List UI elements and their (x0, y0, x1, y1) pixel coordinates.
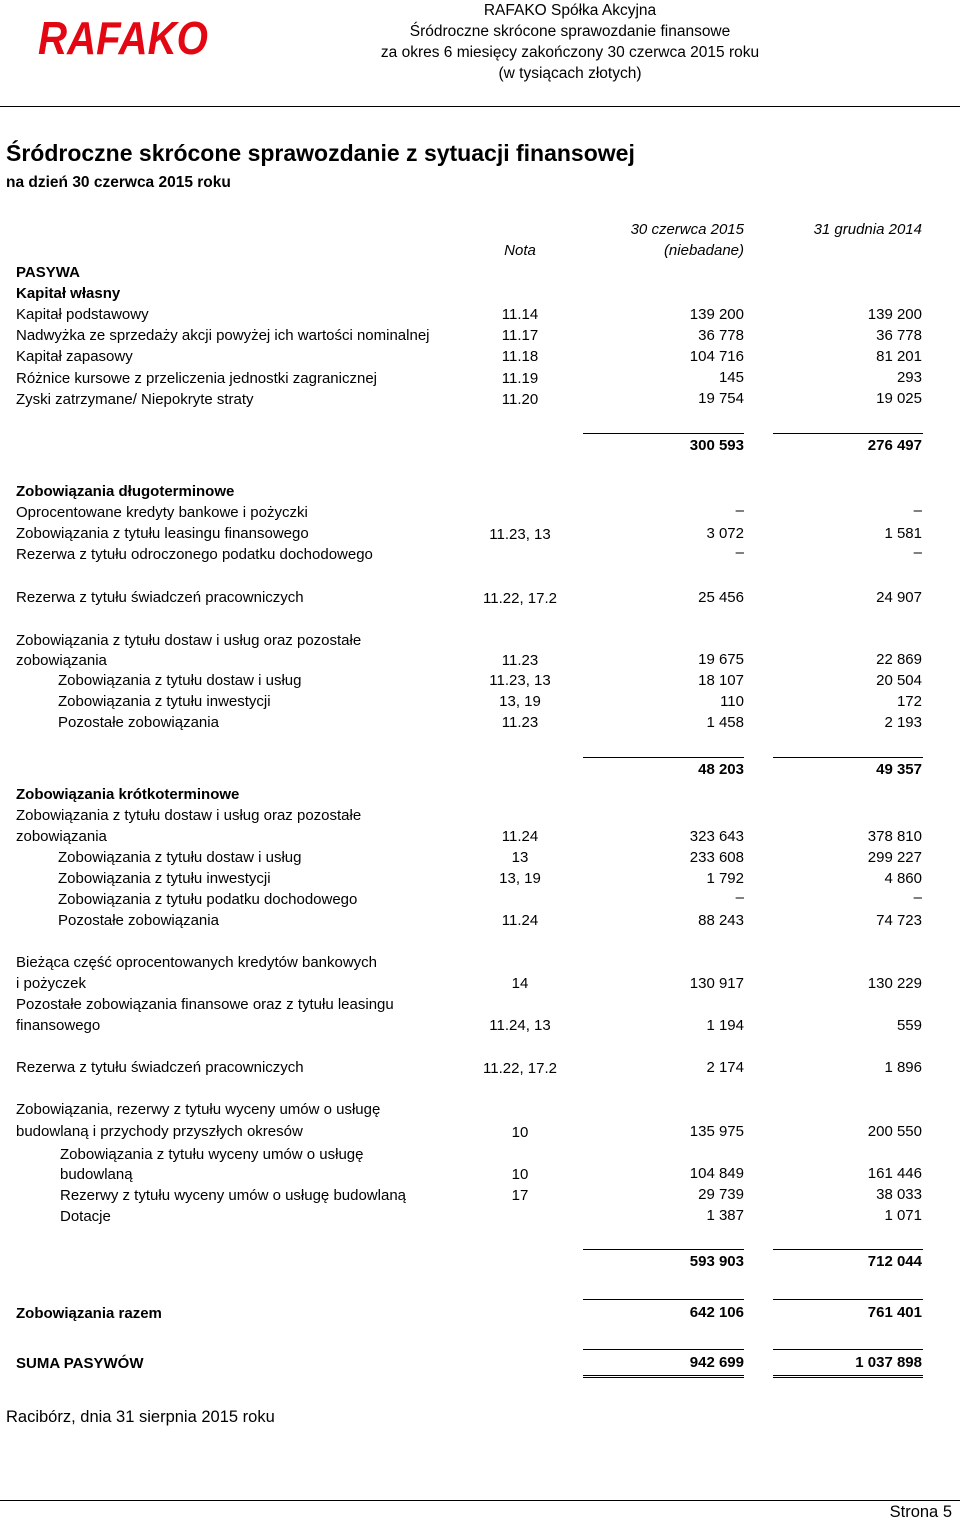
row-value-2014: 200 550 (867, 1123, 922, 1140)
total-line (773, 1299, 923, 1300)
row-nota: 11.23 (501, 652, 539, 669)
subtotal-line (773, 757, 923, 758)
row-label-cont: i pożyczek (16, 975, 87, 992)
nota-header: Nota (504, 242, 536, 259)
row-value-2014: 1 581 (884, 525, 922, 542)
row-value-2014: – (913, 544, 922, 561)
row-value-2015: 1 792 (706, 870, 744, 887)
place-date: Racibórz, dnia 31 sierpnia 2015 roku (6, 1408, 275, 1426)
row-nota: 10 (511, 1166, 529, 1183)
row-value-2015: 18 107 (698, 672, 744, 689)
liabilities-total-2015: 642 106 (689, 1304, 744, 1321)
row-nota: 11.24, 13 (489, 1017, 551, 1034)
rafako-logo (36, 12, 212, 64)
long-term-total-2015: 48 203 (698, 761, 744, 778)
grand-total-2015: 942 699 (689, 1354, 744, 1371)
row-nota: 13, 19 (499, 693, 541, 710)
report-name: Śródroczne skrócone sprawozdanie finansowe (409, 23, 731, 40)
long-term-heading: Zobowiązania długoterminowe (16, 483, 235, 500)
row-value-2015: 1 458 (706, 714, 744, 731)
row-nota: 11.19 (501, 370, 539, 387)
row-value-2015: 1 194 (706, 1017, 744, 1034)
double-underline (583, 1375, 744, 1378)
row-value-2014: 20 504 (876, 672, 922, 689)
footer-divider (0, 1500, 960, 1501)
row-value-2015: 19 675 (698, 651, 744, 668)
row-value-2015: 104 849 (689, 1165, 744, 1182)
row-value-2015: – (735, 502, 744, 519)
row-nota: 13, 19 (499, 870, 541, 887)
row-label: Zobowiązania z tytułu wyceny umów o usługę (60, 1146, 364, 1163)
row-label: Różnice kursowe z przeliczenia jednostki zagranicznej (16, 370, 378, 387)
row-value-2015: 25 456 (698, 589, 744, 606)
col2-header: 31 grudnia 2014 (813, 221, 922, 238)
row-value-2014: 130 229 (867, 975, 922, 992)
row-value-2015: 323 643 (689, 828, 744, 845)
col1-subheader: (niebadane) (663, 242, 744, 259)
row-value-2014: 172 (896, 693, 922, 710)
row-nota: 11.24 (501, 912, 539, 929)
grand-total-2014: 1 037 898 (855, 1354, 922, 1371)
row-value-2015: 19 754 (698, 390, 744, 407)
row-nota: 11.24 (501, 828, 539, 845)
row-label: Pozostałe zobowiązania finansowe oraz z tytułu leasingu (16, 996, 394, 1013)
row-value-2015: 36 778 (698, 327, 744, 344)
row-label: Kapitał podstawowy (16, 306, 149, 323)
row-value-2014: 161 446 (867, 1165, 922, 1182)
row-value-2015: 145 (718, 369, 744, 386)
row-value-2014: 36 778 (876, 327, 922, 344)
double-underline (773, 1375, 923, 1378)
row-nota: 11.14 (501, 306, 539, 323)
row-label-cont: finansowego (16, 1017, 101, 1034)
company-name: RAFAKO Spółka Akcyjna (483, 2, 657, 19)
row-nota: 11.23, 13 (489, 672, 551, 689)
total-line (583, 1299, 744, 1300)
row-value-2014: 559 (896, 1017, 922, 1034)
row-value-2014: 2 193 (884, 714, 922, 731)
row-label: Rezerwa z tytułu świadczeń pracowniczych (16, 589, 304, 606)
short-term-total-2014: 712 044 (867, 1253, 922, 1270)
row-value-2014: 139 200 (867, 306, 922, 323)
row-label: Zobowiązania z tytułu dostaw i usług oraz pozostałe (16, 807, 362, 824)
short-term-total-2015: 593 903 (689, 1253, 744, 1270)
short-term-heading: Zobowiązania krótkoterminowe (16, 786, 240, 803)
row-value-2014: 1 896 (884, 1059, 922, 1076)
row-label: Dotacje (60, 1208, 111, 1225)
section-heading: PASYWA (16, 264, 80, 281)
row-value-2015: 2 174 (706, 1059, 744, 1076)
header-divider (0, 106, 960, 107)
row-value-2014: 1 071 (884, 1207, 922, 1224)
row-nota: 17 (511, 1187, 529, 1204)
row-value-2014: 299 227 (867, 849, 922, 866)
row-value-2014: 19 025 (876, 390, 922, 407)
row-value-2014: 81 201 (876, 348, 922, 365)
row-nota: 11.20 (501, 391, 539, 408)
row-nota: 14 (511, 975, 529, 992)
row-value-2014: 378 810 (867, 828, 922, 845)
equity-total-2014: 276 497 (867, 437, 922, 454)
subtotal-line (583, 433, 744, 434)
row-value-2015: 139 200 (689, 306, 744, 323)
row-value-2015: 104 716 (689, 348, 744, 365)
row-label: Pozostałe zobowiązania (58, 714, 219, 731)
row-value-2014: 74 723 (876, 912, 922, 929)
subtotal-line (583, 1249, 744, 1250)
row-value-2014: 293 (896, 369, 922, 386)
grand-total-line (773, 1349, 923, 1350)
row-value-2015: 135 975 (689, 1123, 744, 1140)
svg-text:RAFAKO: RAFAKO (38, 12, 209, 64)
row-value-2014: 4 860 (884, 870, 922, 887)
row-label: Nadwyżka ze sprzedaży akcji powyżej ich wartości nominalnej (16, 327, 430, 344)
liabilities-total-2014: 761 401 (867, 1304, 922, 1321)
row-nota: 11.23, 13 (489, 526, 551, 543)
row-value-2015: 29 739 (698, 1186, 744, 1203)
row-value-2015: 1 387 (706, 1207, 744, 1224)
row-label: Zobowiązania z tytułu podatku dochodowego (58, 891, 358, 908)
subtotal-line (773, 433, 923, 434)
row-label-cont: zobowiązania (16, 652, 107, 669)
row-value-2014: – (913, 889, 922, 906)
row-nota: 10 (511, 1124, 529, 1141)
row-label: Zobowiązania z tytułu dostaw i usług (58, 672, 302, 689)
row-label-cont: zobowiązania (16, 828, 107, 845)
row-label: Zobowiązania, rezerwy z tytułu wyceny umów o usługę (16, 1101, 381, 1118)
row-label: Zobowiązania z tytułu leasingu finansowego (16, 525, 309, 542)
row-nota: 11.17 (501, 327, 539, 344)
row-value-2015: 3 072 (706, 525, 744, 542)
row-label-cont: budowlaną i przychody przyszłych okresów (16, 1123, 303, 1140)
page-subtitle: na dzień 30 czerwca 2015 roku (6, 174, 231, 191)
row-label: Zobowiązania z tytułu dostaw i usług (58, 849, 302, 866)
row-value-2014: 24 907 (876, 589, 922, 606)
row-label: Zobowiązania z tytułu inwestycji (58, 693, 271, 710)
row-label: Bieżąca część oprocentowanych kredytów bankowych (16, 954, 378, 971)
subtotal-line (583, 757, 744, 758)
report-units: (w tysiącach złotych) (498, 65, 642, 82)
page-title: Śródroczne skrócone sprawozdanie z sytuacji finansowej (6, 140, 635, 166)
grand-total-line (583, 1349, 744, 1350)
row-nota: 11.23 (501, 714, 539, 731)
row-value-2015: 130 917 (689, 975, 744, 992)
row-label: Rezerwy z tytułu wyceny umów o usługę budowlaną (60, 1187, 407, 1204)
row-value-2014: – (913, 502, 922, 519)
liabilities-total-label: Zobowiązania razem (16, 1305, 162, 1322)
row-label: Rezerwa z tytułu odroczonego podatku dochodowego (16, 546, 373, 563)
row-value-2015: 88 243 (698, 912, 744, 929)
subtotal-line (773, 1249, 923, 1250)
row-value-2014: 22 869 (876, 651, 922, 668)
row-label: Oprocentowane kredyty bankowe i pożyczki (16, 504, 308, 521)
equity-total-2015: 300 593 (689, 437, 744, 454)
row-value-2015: – (735, 544, 744, 561)
row-label: Kapitał zapasowy (16, 348, 133, 365)
row-label: Pozostałe zobowiązania (58, 912, 219, 929)
row-nota: 13 (511, 849, 529, 866)
row-nota: 11.18 (501, 348, 539, 365)
row-label: Zobowiązania z tytułu dostaw i usług oraz pozostałe (16, 632, 362, 649)
row-value-2014: 38 033 (876, 1186, 922, 1203)
col1-header: 30 czerwca 2015 (630, 221, 744, 238)
grand-total-label: SUMA PASYWÓW (16, 1355, 144, 1372)
equity-heading: Kapitał własny (16, 285, 121, 302)
row-value-2015: 110 (720, 693, 744, 710)
row-value-2015: 233 608 (689, 849, 744, 866)
page-number: Strona 5 (889, 1503, 952, 1521)
row-label: Rezerwa z tytułu świadczeń pracowniczych (16, 1059, 304, 1076)
report-period: za okres 6 miesięcy zakończony 30 czerwca 2015 roku (380, 44, 760, 61)
row-label-cont: budowlaną (60, 1166, 133, 1183)
row-nota: 11.22, 17.2 (483, 590, 557, 607)
long-term-total-2014: 49 357 (876, 761, 922, 778)
row-label: Zobowiązania z tytułu inwestycji (58, 870, 271, 887)
row-label: Zyski zatrzymane/ Niepokryte straty (16, 391, 254, 408)
row-value-2015: – (735, 889, 744, 906)
row-nota: 11.22, 17.2 (483, 1060, 557, 1077)
